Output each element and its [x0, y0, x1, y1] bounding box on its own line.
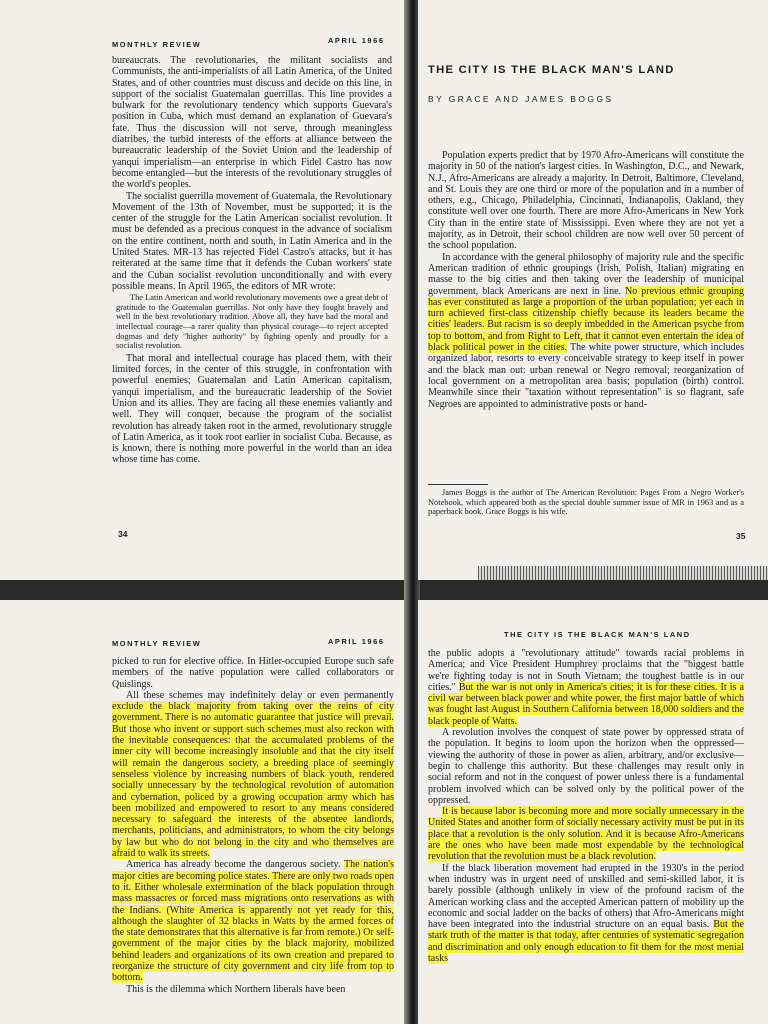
paragraph: picked to run for elective office. In Hitler-occupied Europe such safe members of the native population were called collaborators or Quislings. [112, 656, 394, 690]
page-number: 35 [736, 531, 746, 541]
page-36 [0, 600, 406, 1024]
footnote: James Boggs is the author of The American Revolution: Pages From a Negro Worker's Notebook, which appeared both as the special double summer issue of MR in 1963 and as a paperback book. Grace Boggs is his wife. [428, 488, 744, 517]
highlighted-text: But the war is not only in America's cities; it is for these cities. It is a civil war between black power and white power, the first major battle of which was fought last August in Southern California between 18,000 soldiers and the black people of Watts. [428, 681, 744, 727]
highlighted-text: It is because labor is becoming more and more socially unnecessary in the United States and another form of socially necessary activity must be put in its place that a revolution is the only solution. And it is because Afro-Americans are the ones who have been made most expendable by the technological revolution that the revolution must be a black revolution. [428, 806, 744, 863]
block-quote: The Latin American and world revolutionary movements owe a great debt of gratitude to the Guatemalan guerrillas. Not only have they fought bravely and well in the best revolutionary tradition. Above all, they have had the moral and intellectual courage—a rarer quality than physical courage—to reject accepted dogmas and defy "higher authority" by fighting openly and proudly for a socialist revolution. [116, 293, 388, 351]
page-34 [0, 0, 406, 580]
article-byline: BY GRACE AND JAMES BOGGS [428, 94, 614, 104]
paragraph: In accordance with the general philosophy of majority rule and the specific American tradition of ethnic groupings (Irish, Polish, Italian) migrating en masse to the big cities and then taking over the leadership of municipal government, black Americans are next in line. No previous ethnic grouping has ever constituted as large a proportion of the urban population; yet each in turn achieved first-class citizenship chiefly because its leaders became the cities' leaders. But racism is so deeply imbedded in the American psyche from top to bottom, and from Right to Left, that it cannot even entertain the idea of black political power in the cities. The white power structure, which includes organized labor, resorts to every conceivable strategy to keep itself in power and the black man out: urban renewal or Negro removal; reorganization of local government on a metropolitan area basis; population (birth) control. Meanwhile since their "taxation without representation" is so flagrant, safe Negroes are appointed to administrative posts or hand- [428, 251, 744, 410]
page-37 [418, 600, 768, 1024]
paragraph: A revolution involves the conquest of state power by oppressed strata of the population. It begins to loom upon the horizon when the oppressed—viewing the authority of those in power as alien, arbitrary, and/or exclusive—begin to challenge this authority. But these challenges may result only in social reform and not in the conquest of power unless there is a fundamental problem involved which can be solved only by the political power of the oppressed. [428, 727, 744, 806]
highlighted-text: The nation's major cities are becoming police states. There are only two roads open to it. Either wholesale extermination of the black population through mass massacres or forced mass migrations onto reservations as with the Indians. (White America is apparently not yet ready for this, although the slaughter of 32 blacks in Watts by the armed forces of the state demonstrates that this alternative is far from remote.) Or self-government of the major cities by the black majority, mobilized behind leaders and organizations of its own creation and prepared to reorganize the structure of city government and city life from top to bottom. [112, 859, 394, 984]
paragraph: That moral and intellectual courage has placed them, with their limited forces, in the center of this struggle, in confrontation with powerful enemies; Guatemalan and Latin American capitalism, yanqui imperialism, and the bureaucratic leadership of the Soviet Union and its allies. They are facing all these enemies valiantly and well. They will conquer, because the program of the socialist revolution has already taken root in the armed, revolutionary struggle of Latin America, as it took root earlier in socialist Cuba. Because, as is known, there is nothing more powerful in the world than an idea whose time has come. [112, 352, 392, 466]
paragraph: the public adopts a "revolutionary attitude" towards racial problems in America; and Vice President Humphrey proclaims that the "biggest battle we're fighting today is not in South Vietnam; the toughest battle is in our cities." But the war is not only in America's cities; it is for these cities. It is a civil war between black power and white power, the first major battle of which was fought last August in Southern California between 18,000 soldiers and the black people of Watts. [428, 648, 744, 727]
bottom-spread [0, 592, 768, 1024]
paragraph [428, 806, 744, 862]
paragraph: All these schemes may indefinitely delay or even permanently exclude the black majority from taking over the reins of city government. There is no automatic guarantee that justice will prevail. But those who invent or support such schemes must also reckon with the inevitable consequences: that the accumulated problems of the inner city will become increasingly insoluble and that the city itself will remain the dangerous society, a breeding place of seemingly senseless violence by increasing numbers of black youth, rendered socially unnecessary by the technological revolution of automation and cybernation, policed by a growing occupation army which has been mobilized and empowered to resort to any means considered necessary to safeguard the interests of the absentee landlords, merchants, politicians, and administrators, to whom the city belongs by law but who do not belong in the city and who themselves are afraid to walk its streets. [112, 689, 394, 860]
paragraph: This is the dilemma which Northern liberals have been [126, 983, 346, 995]
running-head-left: MONTHLY REVIEW [112, 40, 202, 49]
paragraph: America has already become the dangerous society. The nation's major cities are becoming police states. There are only two roads open to it. Either wholesale extermination of the black population through mass massacres or forced mass migrations onto reservations as with the Indians. (White America is apparently not yet ready for this, although the slaughter of 32 blacks in Watts by the armed forces of the state demonstrates that this alternative is far from remote.) Or self-government of the major cities by the black majority, mobilized behind leaders and organizations of its own creation and prepared to reorganize the structure of city government and city life from top to bottom. [112, 859, 394, 984]
highlighted-text: But the stark truth of the matter is that today, after centuries of systematic segregation and discrimination and only enough education to fit them for the most menial tasks [428, 919, 744, 965]
body-text [112, 656, 394, 995]
paragraph: Population experts predict that by 1970 Afro-Americans will constitute the majority in 50 of the nation's largest cities. In Washington, D.C., and Newark, N.J., Afro-Americans are already a majority. In Detroit, Baltimore, Cleveland, and St. Louis they are one third or more of the population and in a number of others, e.g., Chicago, Philadelphia, Cincinnati, Indianapolis, Oakland, they constitute well over one fourth. There are more Afro-Americans in New York City than in the entire state of Mississippi. Even where they are not yet a majority, as in Detroit, their school children are now well over 50 percent of the school population. [428, 150, 744, 252]
body-text [428, 150, 744, 410]
running-head: THE CITY IS THE BLACK MAN'S LAND [504, 630, 691, 639]
highlighted-text: No previous ethnic grouping has ever constituted as large a proportion of the urban population; yet each in turn achieved first-class citizenship chiefly because its leaders became the cities' leaders. But racism is so deeply imbedded in the American psyche from top to bottom, and from Right to Left, that it cannot even entertain the idea of black political power in the cities. [428, 285, 744, 354]
body-text [428, 648, 744, 964]
paragraph: If the black liberation movement had erupted in the 1930's in the period when industry was in urgent need of unskilled and semi-skilled labor, it is barely possible (although unlikely in view of the profound racism of the American working class and the accepted American pattern of mobility up the economic and social ladder on the backs of others) that Afro-Americans might have been integrated into the industrial structure on an equal basis. But the stark truth of the matter is that today, after centuries of systematic segregation and discrimination and only enough education to fit them for the most menial tasks [428, 862, 744, 965]
page-35 [418, 0, 768, 580]
paragraph: bureaucrats. The revolutionaries, the militant socialists and Communists, the anti-imperialists of all Latin America, of the United States, and of other countries must discuss and decide on this line, in support of the socialist Guatemalan guerrillas. This line provides a bulwark for the revolutionary tendency which supports Guevara's position in Cuba, which must demand an explanation of Guevara's fate. Thus the discussion will not serve, through meaningless diatribes, the turbid interests of the efforts at alliance between the bureaucratic leadership of the Soviet Union and the leadership of yanqui imperialism—an enterprise in which Fidel Castro has now become entangled—but the interests of the revolutionary struggles of the world's peoples. [112, 55, 392, 191]
paragraph: The socialist guerrilla movement of Guatemala, the Revolutionary Movement of the 13th of November, must be supported; it is the center of the struggle for the Latin American socialist revolution. It must be defended as a precious conquest in the advance of socialism on the entire continent, north and south, in Latin America and in the United States. MR-13 has rejected Fidel Castro's attacks, but it has reiterated at the same time that it defends the Cuban workers' state and the Cuban socialist revolution unconditionally and with every possible means. In April 1965, the editors of MR wrote: [112, 190, 392, 292]
running-head-left: MONTHLY REVIEW [112, 639, 202, 648]
body-text [112, 55, 392, 466]
highlighted-text: exclude the black majority from taking over the reins of city government. There is no automatic guarantee that justice will prevail. But those who invent or support such schemes must also reckon with the inevitable consequences: that the accumulated problems of the inner city will become increasingly insoluble and that the city itself will remain the dangerous society, a breeding place of seemingly senseless violence by increasing numbers of black youth, rendered socially unnecessary by the technological revolution of automation and cybernation, policed by a growing occupation army which has been mobilized and empowered to resort to any means considered necessary to safeguard the interests of the absentee landlords, merchants, politicians, and administrators, to whom the city belongs by law but who do not belong in the city and who themselves are afraid to walk its streets. [112, 701, 394, 860]
article-title: THE CITY IS THE BLACK MAN'S LAND [428, 64, 675, 76]
page-number: 34 [118, 529, 128, 539]
scan-edge [478, 566, 768, 580]
running-head-right: APRIL 1966 [328, 36, 385, 45]
running-head-right: APRIL 1966 [328, 637, 385, 646]
footnote-rule [428, 484, 488, 485]
